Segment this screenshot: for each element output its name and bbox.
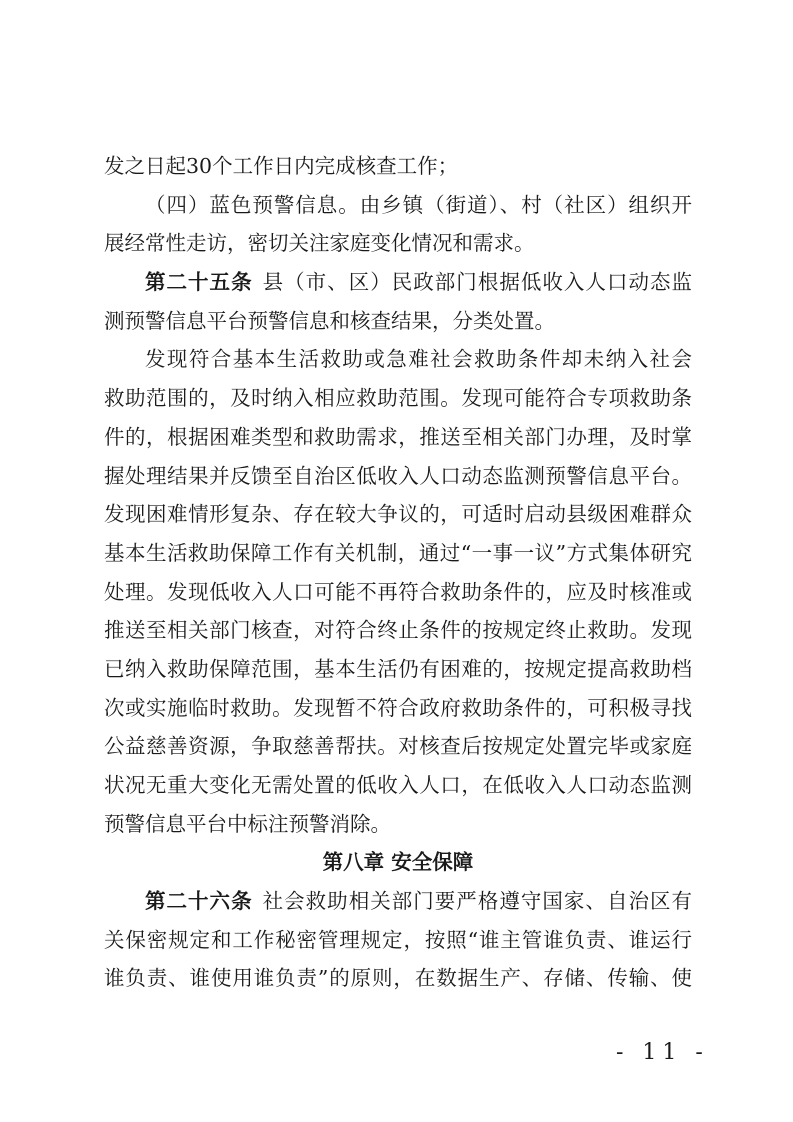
text-line: 测预警信息平台预警信息和核查结果，分类处置。 <box>104 308 555 333</box>
text-line: 救助范围的，及时纳入相应救助范围。发现可能符合专项救助条 <box>104 386 692 411</box>
article-26-label: 第二十六条 <box>145 889 253 914</box>
text-line: 握处理结果并反馈至自治区低收入人口动态监测预警信息平台。 <box>104 463 692 488</box>
article-25-line <box>104 263 692 302</box>
text-line: （四）蓝色预警信息。由乡镇（街道）、村（社区）组织开 <box>145 192 692 217</box>
article-26-line <box>104 882 692 921</box>
text-line: 关保密规定和工作秘密管理规定，按照“谁主管谁负责、谁运行 <box>104 927 692 952</box>
text-line: 次或实施临时救助。发现暂不符合政府救助条件的，可积极寻找 <box>104 695 692 720</box>
text-line: 件的，根据困难类型和救助需求，推送至相关部门办理，及时掌 <box>104 424 692 449</box>
article-26-text: 社会救助相关部门要严格遵守国家、自治区有 <box>262 889 692 914</box>
text-line: 已纳入救助保障范围，基本生活仍有困难的，按规定提高救助档 <box>104 656 692 681</box>
text-line: 状况无重大变化无需处置的低收入人口，在低收入人口动态监测 <box>104 773 692 797</box>
page-number: - 11 - <box>616 1040 709 1065</box>
text-line: 基本生活救助保障工作有关机制，通过“一事一议”方式集体研究 <box>104 540 692 565</box>
text-line: 推送至相关部门核查，对符合终止条件的按规定终止救助。发现 <box>104 618 692 643</box>
text-line: 处理。发现低收入人口可能不再符合救助条件的，应及时核准或 <box>104 579 692 604</box>
text-line: 发现困难情形复杂、存在较大争议的，可适时启动县级困难群众 <box>104 502 692 527</box>
article-25-label: 第二十五条 <box>145 270 253 295</box>
text-line: 发现符合基本生活救助或急难社会救助条件却未纳入社会 <box>145 347 692 372</box>
text-line: 公益慈善资源，争取慈善帮扶。对核查后按规定处置完毕或家庭 <box>104 734 692 759</box>
document-body <box>104 147 692 998</box>
chapter-heading: 第八章 安全保障 <box>322 850 474 875</box>
text-line: 展经常性走访，密切关注家庭变化情况和需求。 <box>104 231 535 256</box>
article-25-text: 县（市、区）民政部门根据低收入人口动态监 <box>262 270 692 295</box>
text-line: 发之日起30个工作日内完成核查工作； <box>104 154 459 178</box>
text-line: 预警信息平台中标注预警消除。 <box>104 811 391 836</box>
text-line: 谁负责、谁使用谁负责”的原则，在数据生产、存储、传输、使 <box>104 966 692 991</box>
